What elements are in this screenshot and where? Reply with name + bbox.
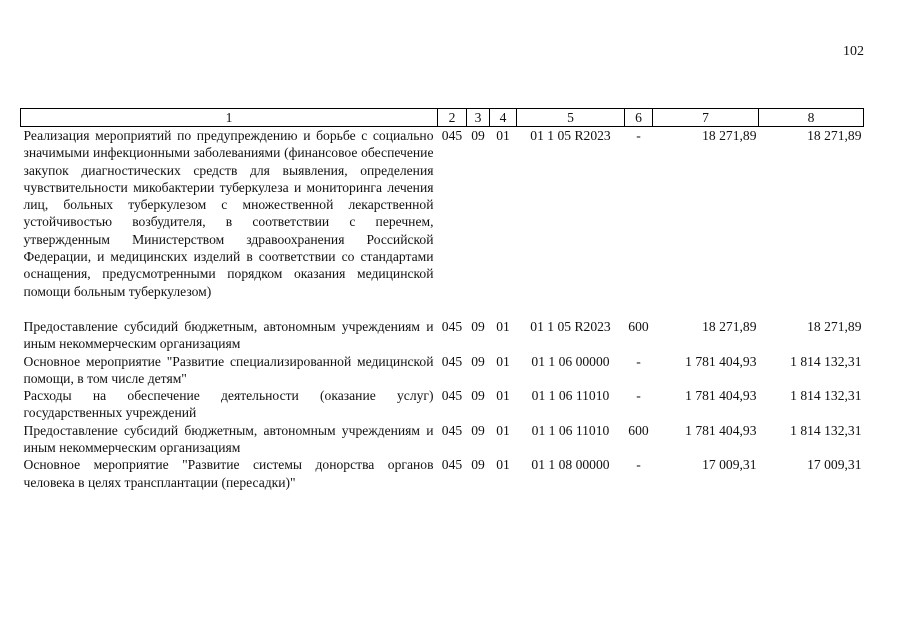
row-section-code: 09 — [471, 457, 485, 473]
row-amount-year2: 18 271,89 — [807, 318, 862, 334]
row-description: Предоставление субсидий бюджетным, автономным учреждениям и иным некоммерческим организациям — [23, 422, 434, 456]
row-target-article: 01 1 06 00000 — [531, 353, 610, 369]
row-description: Предоставление субсидий бюджетным, автономным учреждениям и иным некоммерческим организациям — [23, 318, 434, 352]
table-row — [21, 353, 864, 388]
row-section-code: 09 — [471, 353, 485, 369]
row-section-code: 09 — [471, 422, 485, 438]
header-col-3: 3 — [467, 109, 490, 127]
row-spacer — [21, 300, 864, 318]
row-expense-type: - — [636, 388, 641, 404]
row-description: Реализация мероприятий по предупреждению и борьбе с социально значимыми инфекционными заболеваниями (финансовое обеспечение закупок диагностических средств для выявления, определения чувствительности микобактерии туберкулеза и мониторинга лечения лиц, больных туберкулезом с множественной лекарственной устойчивостью возбудителя, в соответствии с перечнем, утвержденным Министерством здравоохранения Российской Федерации, и медицинских изделий в соответствии со стандартами оснащения, предусмотренными порядком оказания медицинской помощи больным туберкулезом) — [23, 128, 434, 299]
row-ministry-code: 045 — [441, 457, 463, 473]
row-amount-year1: 1 781 404,93 — [685, 422, 757, 438]
row-target-article: 01 1 06 11010 — [531, 422, 610, 438]
row-expense-type: 600 — [628, 318, 649, 334]
row-ministry-code: 045 — [441, 318, 463, 334]
row-ministry-code: 045 — [441, 422, 463, 438]
row-description: Основное мероприятие "Развитие специализированной медицинской помощи, в том числе детям" — [23, 353, 434, 386]
row-amount-year2: 18 271,89 — [807, 128, 862, 143]
row-amount-year1: 1 781 404,93 — [685, 353, 757, 369]
budget-table — [20, 108, 864, 491]
row-subsection-code: 01 — [496, 457, 510, 473]
header-col-8: 8 — [759, 109, 864, 127]
table-row — [21, 318, 864, 353]
row-section-code: 09 — [471, 128, 485, 143]
row-amount-year1: 18 271,89 — [702, 318, 757, 334]
row-subsection-code: 01 — [496, 353, 510, 369]
header-col-1: 1 — [21, 109, 438, 127]
row-amount-year1: 18 271,89 — [702, 128, 757, 143]
row-ministry-code: 045 — [441, 388, 463, 404]
row-subsection-code: 01 — [496, 128, 510, 143]
header-col-4: 4 — [490, 109, 517, 127]
row-expense-type: 600 — [628, 422, 649, 438]
row-expense-type: - — [636, 128, 641, 143]
row-target-article: 01 1 05 R2023 — [530, 318, 611, 334]
header-col-6: 6 — [625, 109, 653, 127]
table-row — [21, 127, 864, 300]
row-amount-year2: 17 009,31 — [807, 457, 862, 473]
row-target-article: 01 1 05 R2023 — [530, 128, 611, 143]
header-col-5: 5 — [517, 109, 625, 127]
row-target-article: 01 1 08 00000 — [531, 457, 610, 473]
row-expense-type: - — [636, 457, 641, 473]
row-expense-type: - — [636, 353, 641, 369]
table-row — [21, 387, 864, 422]
row-description: Расходы на обеспечение деятельности (оказание услуг) государственных учреждений — [23, 388, 434, 421]
page-number: 102 — [843, 44, 864, 59]
row-ministry-code: 045 — [441, 128, 463, 143]
row-subsection-code: 01 — [496, 318, 510, 334]
table-row — [21, 456, 864, 491]
row-section-code: 09 — [471, 388, 485, 404]
table-header-row — [21, 109, 864, 127]
header-col-7: 7 — [653, 109, 759, 127]
row-amount-year2: 1 814 132,31 — [790, 422, 862, 438]
row-amount-year2: 1 814 132,31 — [790, 388, 862, 404]
row-ministry-code: 045 — [441, 353, 463, 369]
row-amount-year1: 1 781 404,93 — [685, 388, 757, 404]
header-col-2: 2 — [438, 109, 467, 127]
row-section-code: 09 — [471, 318, 485, 334]
table-row — [21, 422, 864, 457]
row-description: Основное мероприятие "Развитие системы донорства органов человека в целях трансплантации (пересадки)" — [23, 457, 434, 490]
row-subsection-code: 01 — [496, 388, 510, 404]
row-amount-year1: 17 009,31 — [702, 457, 757, 473]
row-target-article: 01 1 06 11010 — [531, 388, 610, 404]
row-subsection-code: 01 — [496, 422, 510, 438]
row-amount-year2: 1 814 132,31 — [790, 353, 862, 369]
